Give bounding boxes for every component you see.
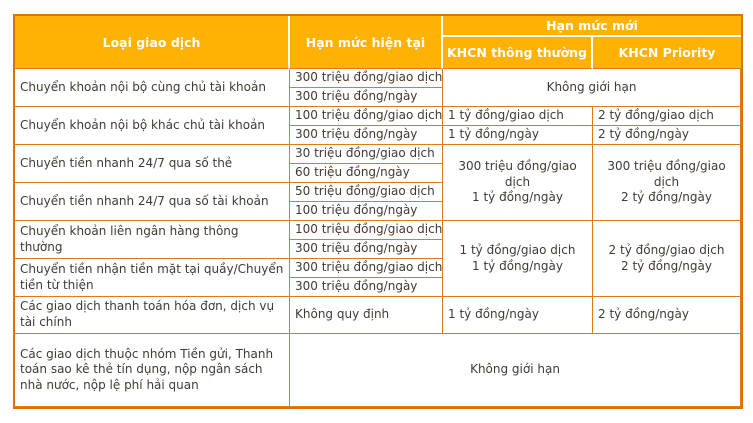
transaction-type-cell: Chuyển khoản liên ngân hàng thông thường — [15, 221, 290, 259]
col-header-khcn-regular: KHCN thông thường — [443, 37, 593, 69]
current-limit-cell: 50 triệu đồng/giao dịch — [290, 183, 443, 202]
col-header-new-limit: Hạn mức mới — [443, 16, 741, 37]
table-row — [15, 334, 741, 407]
limit-line: 2 tỷ đồng/giao dịch — [608, 242, 725, 257]
header-row-1 — [15, 16, 741, 37]
table-row — [15, 221, 741, 240]
new-limit-priority-cell: 2 tỷ đồng/giao dịch — [593, 107, 741, 126]
col-header-transaction-type: Loại giao dịch — [15, 16, 290, 69]
transaction-type-cell: Chuyển khoản nội bộ khác chủ tài khoản — [15, 107, 290, 145]
limit-line: 300 triệu đồng/giao dịch — [607, 159, 726, 189]
table-body — [15, 69, 741, 407]
limit-line: 1 tỷ đồng/giao dịch — [459, 242, 576, 257]
transaction-type-cell: Các giao dịch thuộc nhóm Tiền gửi, Thanh toán sao kê thẻ tín dụng, nộp ngân sách nhà nước, nộp lệ phí hải quan — [15, 334, 290, 407]
current-limit-cell: 300 triệu đồng/giao dịch — [290, 259, 443, 278]
limit-line: 1 tỷ đồng/ngày — [472, 258, 563, 273]
current-limit-cell: 100 triệu đồng/ngày — [290, 202, 443, 221]
table-row — [15, 145, 741, 164]
current-limit-cell: 300 triệu đồng/giao dịch — [290, 69, 443, 88]
table-header — [15, 16, 741, 69]
limit-line: 2 tỷ đồng/ngày — [621, 190, 712, 205]
current-limit-cell: 30 triệu đồng/giao dịch — [290, 145, 443, 164]
table-row — [15, 69, 741, 88]
current-limit-cell: 300 triệu đồng/ngày — [290, 88, 443, 107]
col-header-khcn-priority: KHCN Priority — [593, 37, 741, 69]
new-limit-regular-cell — [443, 221, 593, 297]
limit-line: 1 tỷ đồng/ngày — [472, 190, 563, 205]
new-limit-priority-cell: 2 tỷ đồng/ngày — [593, 126, 741, 145]
current-limit-cell: 100 triệu đồng/giao dịch — [290, 107, 443, 126]
current-limit-cell: 300 triệu đồng/ngày — [290, 240, 443, 259]
new-limit-merged-cell: Không giới hạn — [290, 334, 741, 407]
current-limit-cell: 100 triệu đồng/giao dịch — [290, 221, 443, 240]
transaction-type-cell: Chuyển tiền nhận tiền mặt tại quầy/Chuyển tiền từ thiện — [15, 259, 290, 297]
new-limit-regular-cell: 1 tỷ đồng/ngày — [443, 126, 593, 145]
new-limit-regular-cell — [443, 145, 593, 221]
table-row — [15, 297, 741, 334]
current-limit-cell: Không quy định — [290, 297, 443, 334]
transaction-type-cell: Chuyển khoản nội bộ cùng chủ tài khoản — [15, 69, 290, 107]
transaction-type-cell: Các giao dịch thanh toán hóa đơn, dịch vụ tài chính — [15, 297, 290, 334]
current-limit-cell: 300 triệu đồng/ngày — [290, 278, 443, 297]
new-limit-priority-cell: 2 tỷ đồng/ngày — [593, 297, 741, 334]
current-limit-cell: 60 triệu đồng/ngày — [290, 164, 443, 183]
limit-line: 2 tỷ đồng/ngày — [621, 258, 712, 273]
transfer-limits-table — [13, 14, 743, 409]
new-limit-regular-cell: 1 tỷ đồng/ngày — [443, 297, 593, 334]
transaction-type-cell: Chuyển tiền nhanh 24/7 qua số tài khoản — [15, 183, 290, 221]
new-limit-merged-cell: Không giới hạn — [443, 69, 741, 107]
transaction-type-cell: Chuyển tiền nhanh 24/7 qua số thẻ — [15, 145, 290, 183]
table-row — [15, 107, 741, 126]
new-limit-priority-cell — [593, 145, 741, 221]
new-limit-priority-cell — [593, 221, 741, 297]
col-header-current-limit: Hạn mức hiện tại — [290, 16, 443, 69]
limit-line: 300 triệu đồng/giao dịch — [458, 159, 577, 189]
current-limit-cell: 300 triệu đồng/ngày — [290, 126, 443, 145]
new-limit-regular-cell: 1 tỷ đồng/giao dịch — [443, 107, 593, 126]
